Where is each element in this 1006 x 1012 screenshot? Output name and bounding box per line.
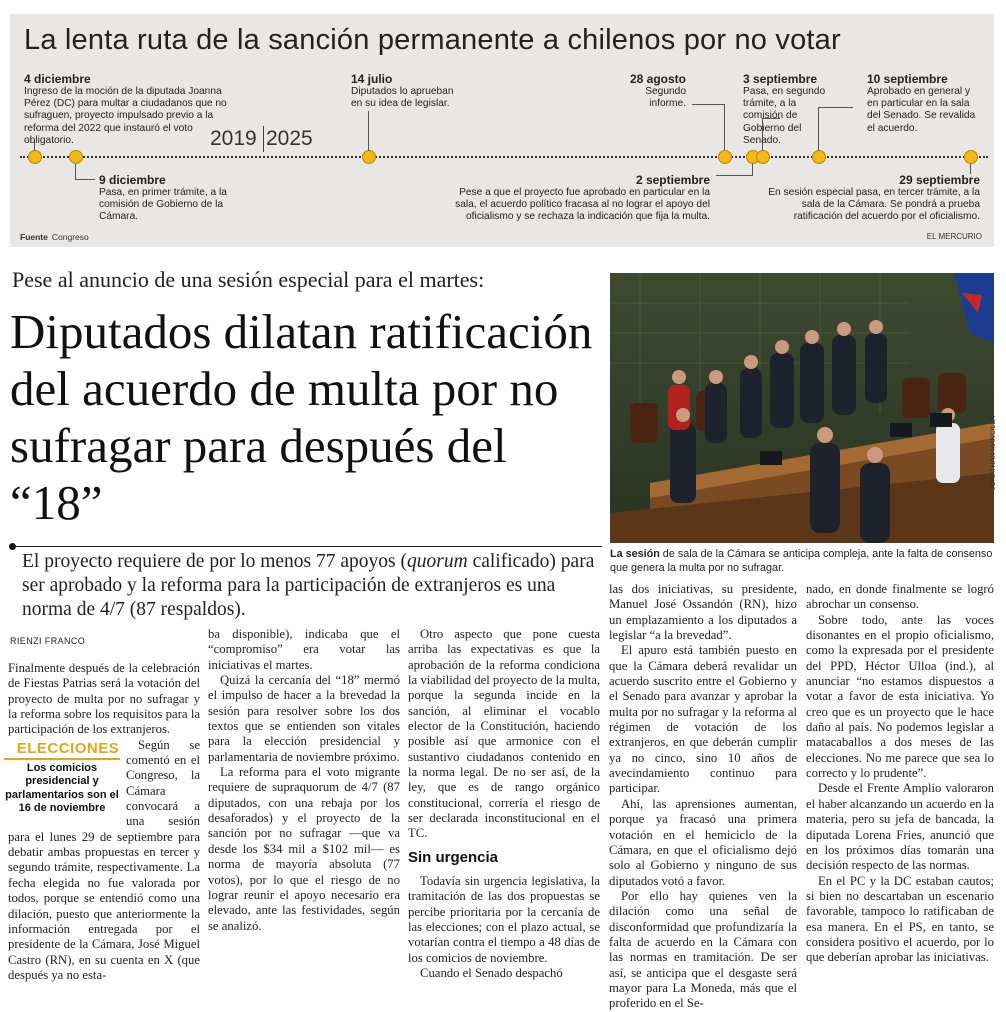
article-column-5	[806, 582, 994, 966]
event-3-septiembre	[743, 72, 833, 147]
paragraph: las dos iniciativas, su presidente, Manuel José Ossandón (RN), hizo un emplazamiento a los diputados a legislar “a la brevedad”.	[609, 582, 797, 643]
timeline-source	[20, 232, 89, 242]
article-headline: Diputados dilatan ratificación del acuerdo de multa por no sufragar para después del “18”	[10, 304, 593, 530]
timeline-dot-28-agosto	[718, 150, 732, 164]
event-text: En sesión especial pasa, en tercer trámite, a la sala de la Cámara. Se pondrá a prueba ratificación del acuerdo por el oficialismo.	[768, 187, 980, 223]
elections-box	[4, 740, 120, 816]
event-29-septiembre	[762, 173, 980, 224]
timeline-title: La lenta ruta de la sanción permanente a chilenos por no votar	[24, 24, 841, 56]
timeline-axis	[20, 156, 988, 158]
byline: RIENZI FRANCO	[10, 636, 86, 646]
event-date: 4 diciembre	[24, 72, 91, 86]
paragraph: ba disponible), indicaba que el “compromiso” era votar las iniciativas el martes.	[208, 627, 400, 672]
timeline-year-2025: 2025	[266, 127, 313, 150]
timeline-dot-29-septiembre	[964, 150, 978, 164]
timeline-credit: EL MERCURIO	[926, 232, 982, 241]
article-column-1	[5, 661, 200, 983]
article-lead	[22, 550, 600, 622]
event-text: Pasa, en segundo trámite, a la comisión de Gobierno del Senado.	[743, 86, 826, 146]
source-value: Congreso	[51, 232, 89, 242]
elections-box-text: Los comicios presidencial y parlamentarios son el 16 de noviembre	[5, 761, 119, 815]
photo-credit: JONATHAN MANCILLA	[990, 415, 997, 490]
event-date: 2 septiembre	[635, 173, 710, 187]
timeline-dot-10-septiembre	[812, 150, 826, 164]
paragraph-text: Según se comentó en el Congreso, la Cámara convocará a una sesión para el lunes 29 de septiembre para debatir ambas propuestas en tercer y segundo trámite, respectivamente. La fecha elegida no fue valorada por todos, porque se entendió como una dilación, puesto que anteriormente la información entregada por el presidente de la Cámara, José Miguel Castro (RN), en su cuenta en X (que después ya no esta-	[8, 737, 200, 982]
connector-14-julio	[368, 111, 369, 151]
paragraph: Finalmente después de la celebración de Fiestas Patrias será la votación del proyecto de multa por no sufragar y la reforma sobre los requisitos para la participación de los extranjeros.	[8, 661, 200, 737]
timeline-year-separator	[263, 126, 264, 152]
lead-text: El proyecto requiere de por lo menos 77 apoyos (	[22, 551, 408, 572]
subheading: Sin urgencia	[408, 848, 499, 866]
timeline-dot-3-septiembre	[756, 150, 770, 164]
event-text: Pese a que el proyecto fue aprobado en particular en la sala, el acuerdo político fracasa al no lograr el apoyo del oficialismo y se rechaza la indicación que fija la multa.	[455, 187, 710, 223]
elections-box-rule	[4, 758, 120, 760]
lead-rule	[16, 546, 602, 547]
article-column-2	[208, 627, 400, 934]
elections-box-tag: ELECCIONES	[16, 739, 120, 757]
timeline-dot-14-julio	[362, 150, 376, 164]
connector-2-septiembre	[716, 164, 753, 176]
connector-28-agosto	[692, 104, 725, 150]
event-9-diciembre	[99, 173, 249, 224]
event-10-septiembre	[867, 72, 979, 135]
paragraph: Quizá la cercanía del “18” mermó el impulso de hacer a la brevedad la sesión para resolver sobre los dos textos que se entienden son vitales para la elección presidencial y parlamentaria de noviembre próximo.	[208, 673, 400, 764]
event-date: 3 septiembre	[743, 72, 818, 86]
paragraph: La reforma para el voto migrante requiere de supraquorum de 4/7 (87 diputados, con una rebaja por los desaforados) y el proyecto de la sanción por no sufragar —que va desde los $34 mil a $102 mil— es norma de mayoría absoluta (77 votos), por lo que el riesgo de no lograr reunir el apoyo necesario era elevado, ante las festividades, según se analizó.	[208, 765, 400, 933]
event-date: 10 septiembre	[867, 72, 948, 86]
source-label: Fuente	[20, 232, 48, 242]
event-2-septiembre	[446, 173, 710, 224]
paragraph: El apuro está también puesto en que la Cámara deberá revalidar un acuerdo suscrito entre el Gobierno y el Senado para avanzar y aprobar la multa por no sufragar y la reforma al régimen de votación de los extranjeros, en que deberán cumplir ya no cinco, sino 10 años de avecindamiento continuo para participar.	[609, 643, 797, 796]
event-date: 28 agosto	[629, 72, 686, 86]
article-kicker: Pese al anuncio de una sesión especial para el martes:	[12, 267, 485, 292]
event-28-agosto	[606, 72, 686, 110]
caption-lead: La sesión	[610, 548, 660, 560]
timeline-infographic	[10, 14, 994, 247]
paragraph: Por ello hay quienes ven la dilación como una señal de disconformidad que profundizaría la falta de acuerdo en la Cámara con las normas en tramitación. De ser así, se anticipa que el desgaste será mayor para La Moneda, más que el proferido en el Se-	[609, 888, 797, 1011]
timeline-year-2019: 2019	[210, 127, 257, 150]
event-text: Ingreso de la moción de la diputada Joanna Pérez (DC) para multar a ciudadanos que no sufraguen, proyecto impulsado previo a la reforma del 2022 que instauró el voto obligatorio.	[24, 86, 227, 146]
timeline-dot-4-diciembre	[28, 150, 42, 164]
paragraph	[5, 737, 200, 984]
lead-bullet	[9, 543, 16, 550]
paragraph: Otro aspecto que pone cuesta arriba las expectativas es que la aprobación de la reforma condiciona la viabilidad del proyecto de la multa, porque la segunda incide en la sanción, al eliminar el vocablo elector de la Constitución, haciendo posible así que armonice con el sustantivo ciudadanos contenido en la norma legal. De no ser así, de la ley, que es de rango orgánico constitucional, correría el riesgo de ser declarada inconstitucional en el TC.	[408, 627, 601, 841]
paragraph: Cuando el Senado despachó	[420, 965, 563, 980]
event-date: 9 diciembre	[99, 173, 166, 187]
event-date: 29 septiembre	[899, 173, 980, 187]
article-photo	[610, 273, 994, 543]
article-column-4	[609, 582, 797, 1012]
event-4-diciembre	[24, 72, 240, 147]
paragraph: Todavía sin urgencia legislativa, la tramitación de las dos propuestas se percibe prioritaria por la cercanía de las elecciones; con el plazo actual, se votarían contra el tiempo a 48 días de los comicios de noviembre.	[408, 873, 600, 965]
paragraph: Sobre todo, ante las voces disonantes en el propio oficialismo, como la expresada por el presidente del PPD, Héctor Ulloa (ind.), al anunciar “no estamos dispuestos a votar a favor de esta iniciativa. Yo creo que es un proyecto que le hace daño al país. No podemos legislar a matacaballos a dos meses de las elecciones. No me parece que sea lo correcto y lo prudente”.	[806, 612, 994, 781]
timeline-dot-9-diciembre	[69, 150, 83, 164]
event-text: Segundo informe.	[645, 86, 686, 110]
event-14-julio	[351, 72, 463, 110]
lead-italic: quorum	[407, 551, 468, 572]
event-date: 14 julio	[351, 72, 393, 86]
connector-9-diciembre	[75, 164, 95, 180]
lead-text-end: calificado) para ser aprobado y la reforma para la participación de extranjeros es una norma de 4/7 (87 respaldos).	[22, 551, 595, 620]
photo-caption	[610, 547, 994, 575]
article-column-3	[408, 627, 600, 981]
paragraph: Ahí, las aprensiones aumentan, porque ya fracasó una primera votación en el hemiciclo de la Cámara, en que el oficialismo dejó solo al Gobierno y ninguno de sus diputados votó a favor.	[609, 796, 797, 888]
paragraph: nado, en donde finalmente se logró abrochar un consenso.	[806, 582, 994, 612]
caption-text: de sala de la Cámara se anticipa compleja, ante la falta de consenso que genera la multa por no sufragar.	[610, 548, 993, 574]
event-text: Diputados lo aprueban en su idea de legislar.	[351, 86, 454, 110]
paragraph: Desde el Frente Amplio valoraron el haber alcanzando un acuerdo en la materia, pero su jefa de bancada, la diputada Lorena Fries, anunció que en los próximos días tomarán una decisión respecto de las normas.	[806, 781, 994, 873]
event-text: Aprobado en general y en particular en la sala del Senado. Se revalida el acuerdo.	[867, 86, 976, 134]
event-text: Pasa, en primer trámite, a la comisión de Gobierno de la Cámara.	[99, 187, 227, 223]
paragraph: En el PC y la DC estaban cautos; si bien no descartaban un escenario favorable, tampoco lo ratificaban de esa manera. En el PS, en tanto, se considera positivo el acuerdo, por lo que deberían aprobar las iniciativas.	[806, 873, 994, 965]
